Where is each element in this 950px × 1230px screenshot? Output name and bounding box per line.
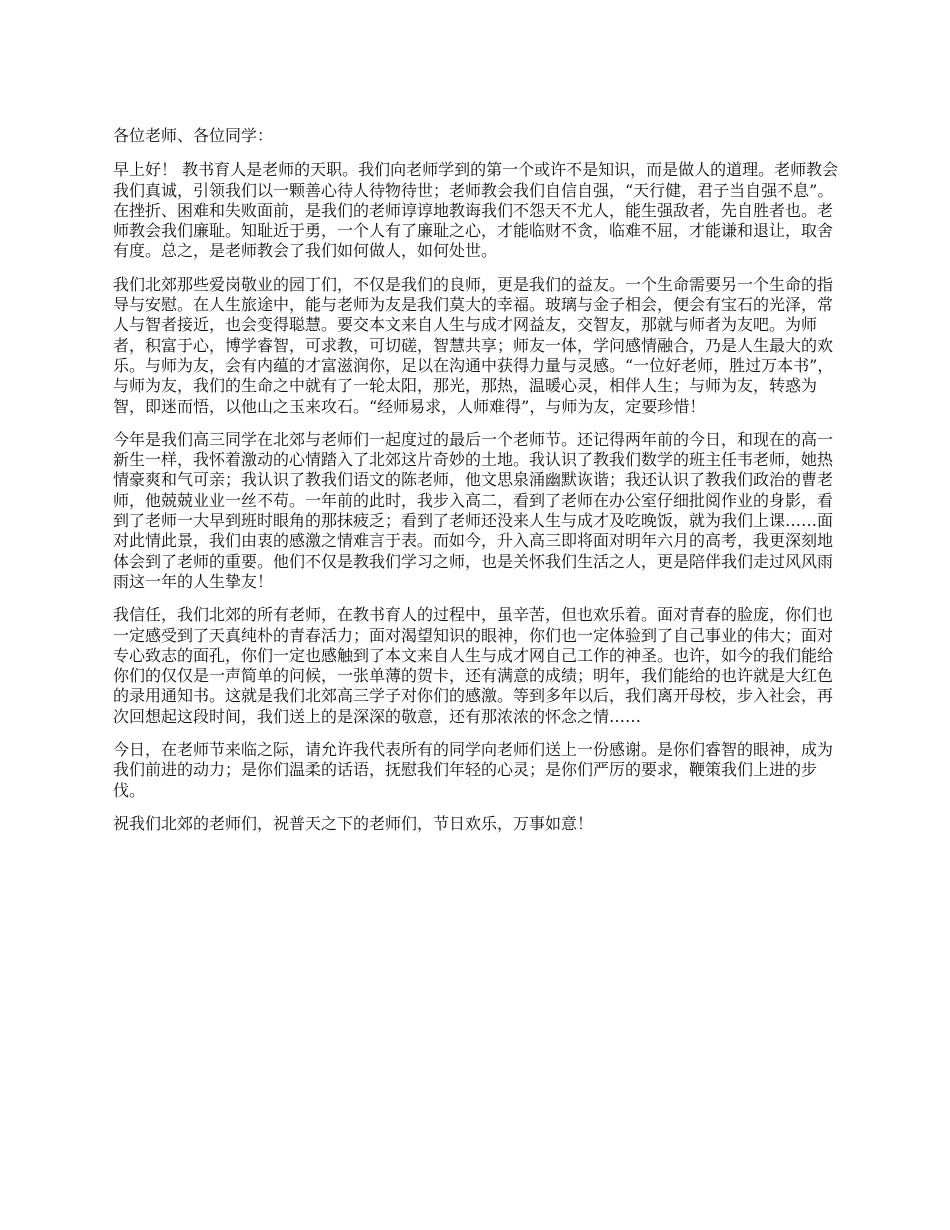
document-body xyxy=(113,126,840,847)
greeting-line: 各位老师、各位同学： xyxy=(113,126,274,145)
paragraph-6: 祝我们北郊的老师们，祝普天之下的老师们，节日欢乐，万事如意！ xyxy=(113,813,594,833)
paragraph-5: 今日，在老师节来临之际，请允许我代表所有的同学向老师们送上一份感谢。是你们睿智的眼神，成为我们前进的动力；是你们温柔的话语，抚慰我们年轻的心灵；是你们严厉的要求，鞭策我们上进的步伐。 xyxy=(113,740,834,800)
paragraph-2: 我们北郊那些爱岗敬业的园丁们，不仅是我们的良师，更是我们的益友。一个生命需要另一个生命的指导与安慰。在人生旅途中，能与老师为友是我们莫大的幸福。玻璃与金子相会，便会有宝石的光泽，常人与智者接近，也会变得聪慧。要交本文来自人生与成才网益友，交智友，那就与师者为友吧。为师者，积富于心，博学睿智，可求教，可切磋，智慧共享；师友一体，学问感情融合，乃是人生最大的欢乐。与师为友，会有内蕴的才富滋润你，足以在沟通中获得力量与灵感。“一位好老师，胜过万本书”，与师为友，我们的生命之中就有了一轮太阳，那光，那热，温暖心灵，相伴人生；与师为友，转惑为智，即迷而悟，以他山之玉来攻石。“经师易求，人师难得”，与师为友，定要珍惜！ xyxy=(113,274,834,416)
paragraph-4: 我信任，我们北郊的所有老师，在教书育人的过程中，虽辛苦，但也欢乐着。面对青春的脸庞，你们也一定感受到了天真纯朴的青春活力；面对渴望知识的眼神，你们也一定体验到了自己事业的伟大；面对专心致志的面孔，你们一定也感触到了本文来自人生与成才网自己工作的神圣。也许，如今的我们能给你们的仅仅是一声简单的问候，一张单薄的贺卡，还有满意的成绩；明年，我们能给的也许就是大红色的录用通知书。这就是我们北郊高三学子对你们的感激。等到多年以后，我们离开母校，步入社会，再次回想起这段时间，我们送上的是深深的敬意，还有那浓浓的怀念之情…… xyxy=(113,605,834,726)
paragraph-1: 早上好！ 教书育人是老师的天职。我们向老师学到的第一个或许不是知识，而是做人的道理。老师教会我们真诚，引领我们以一颗善心待人待物待世；老师教会我们自信自强，“天行健，君子当自强不息”。在挫折、困难和失败面前，是我们的老师谆谆地教诲我们不怨天不尤人，能生强敌者，先自胜者也。老师教会我们廉耻。知耻近于勇，一个人有了廉耻之心，才能临财不贪，临难不屈，才能谦和退让，取舍有度。总之，是老师教会了我们如何做人，如何处世。 xyxy=(113,160,839,261)
paragraph-3: 今年是我们高三同学在北郊与老师们一起度过的最后一个老师节。还记得两年前的今日，和现在的高一新生一样，我怀着激动的心情踏入了北郊这片奇妙的土地。我认识了教我们数学的班主任韦老师，她热情豪爽和气可亲；我认识了教我们语文的陈老师，他文思泉涌幽默诙谐；我还认识了教我们政治的曹老师，他兢兢业业一丝不苟。一年前的此时，我步入高二，看到了老师在办公室仔细批阅作业的身影，看到了老师一大早到班时眼角的那抹疲乏；看到了老师还没来人生与成才及吃晚饭，就为我们上课……面对此情此景，我们由衷的感激之情难言于表。而如今，升入高三即将面对明年六月的高考，我更深刻地体会到了老师的重要。他们不仅是教我们学习之师，也是关怀我们生活之人，更是陪伴我们走过风风雨雨这一年的人生挚友！ xyxy=(113,429,834,591)
